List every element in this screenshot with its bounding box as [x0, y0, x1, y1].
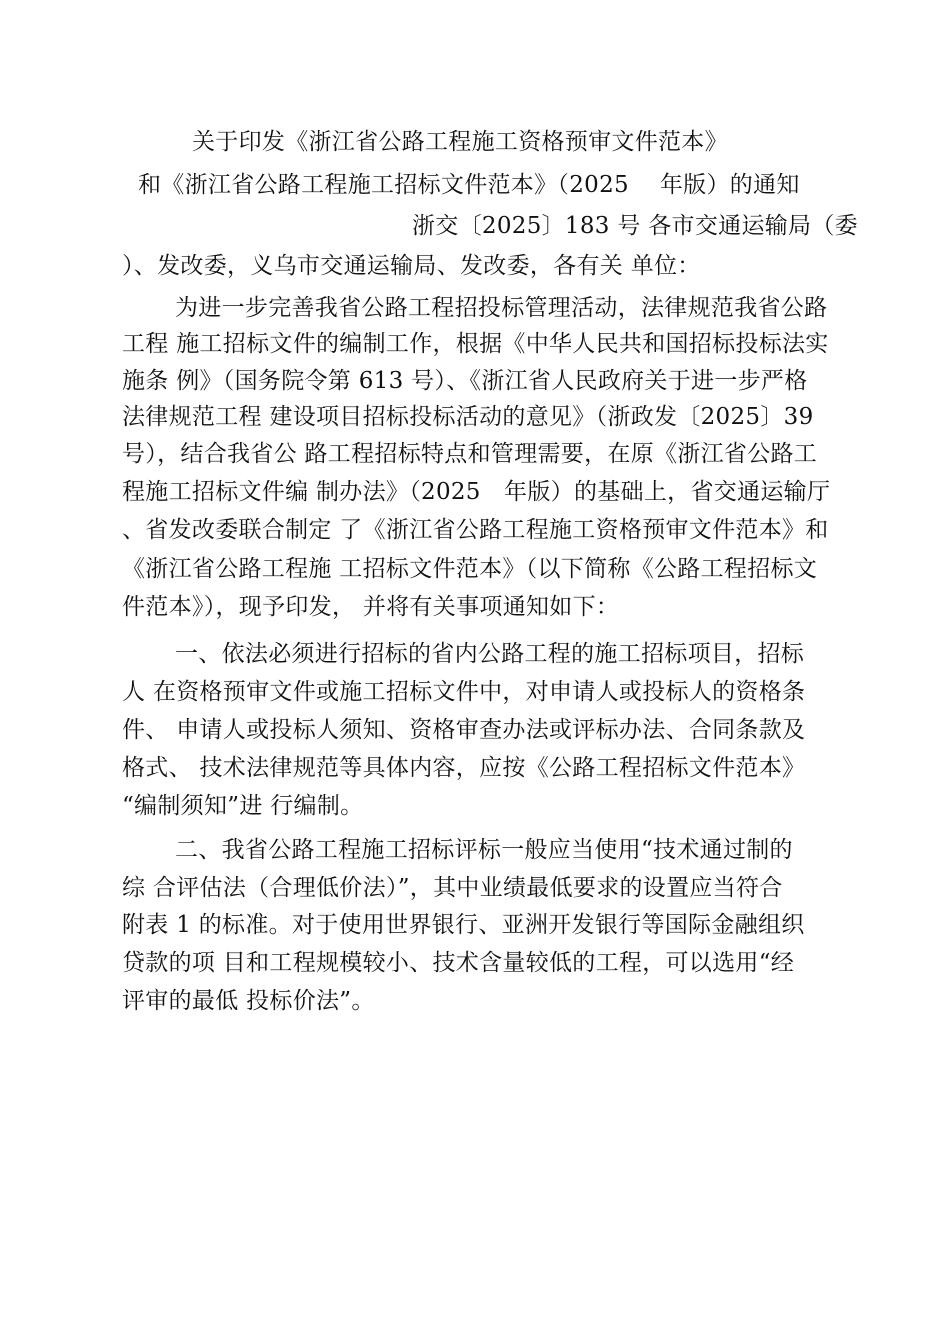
paragraph-1-line: 工程 施工招标文件的编制工作，根据《中华人民共和国招标投标法实	[122, 331, 829, 357]
paragraph-2-line: 件、 申请人或投标人须知、资格审查办法或评标办法、合同条款及	[122, 717, 806, 743]
paragraph-3-line: 评审的最低 投标价法”。	[122, 988, 375, 1014]
paragraph-2-line: 人 在资格预审文件或施工招标文件中，对申请人或投标人的资格条	[122, 679, 806, 705]
paragraph-1-line: 施条 例》（国务院令第 613 号）、《浙江省人民政府关于进一步严格	[122, 368, 808, 394]
paragraph-1-line: 法律规范工程 建设项目招标投标活动的意见》（浙政发〔2025〕39	[122, 404, 814, 430]
document-title-line-2: 和《浙江省公路工程施工招标文件范本》（2025 年版）的通知	[138, 172, 800, 198]
paragraph-1-line: 程施工招标文件编 制办法》（2025 年版）的基础上，省交通运输厅	[122, 479, 831, 505]
document-title-line-1: 关于印发《浙江省公路工程施工资格预审文件范本》	[192, 129, 728, 155]
paragraph-3-line: 贷款的项 目和工程规模较小、技术含量较低的工程，可以选用“经	[122, 950, 795, 976]
paragraph-1-line: 《浙江省公路工程施 工招标文件范本》（以下简称《公路工程招标文	[122, 556, 818, 582]
paragraph-1-line: 号），结合我省公 路工程招标特点和管理需要，在原《浙江省公路工	[122, 441, 818, 467]
paragraph-1-line: 为进一步完善我省公路工程招投标管理活动，法律规范我省公路	[175, 295, 828, 321]
paragraph-2-line: 一、依法必须进行招标的省内公路工程的施工招标项目，招标	[175, 641, 805, 667]
paragraph-2-line: “编制须知”进 行编制。	[122, 793, 364, 819]
paragraph-1-line: 件范本》），现予印发， 并将有关事项通知如下：	[122, 594, 620, 620]
recipients-line: ）、发改委，义乌市交通运输局、发改委，各有关 单位：	[122, 253, 701, 279]
document-number-line: 浙交〔2025〕183 号 各市交通运输局（委	[412, 213, 858, 239]
paragraph-3-line: 二、我省公路工程施工招标评标一般应当使用“技术通过制的	[175, 837, 793, 863]
paragraph-2-line: 格式、 技术法律规范等具体内容，应按《公路工程招标文件范本》	[122, 755, 806, 781]
paragraph-3-line: 附表 1 的标准。对于使用世界银行、亚洲开发银行等国际金融组织	[122, 912, 805, 938]
paragraph-3-line: 综 合评估法（合理低价法）”，其中业绩最低要求的设置应当符合	[122, 875, 783, 901]
paragraph-1-line: 、省发改委联合制定 了《浙江省公路工程施工资格预审文件范本》和	[122, 517, 829, 543]
